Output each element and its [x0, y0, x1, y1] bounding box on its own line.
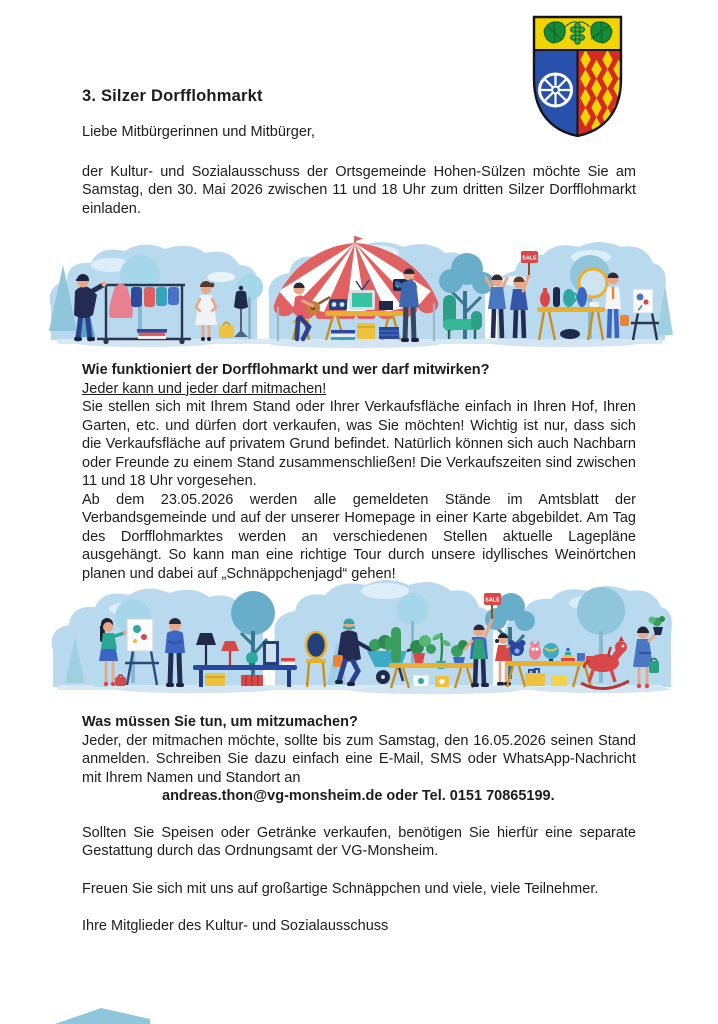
section-how-para1: Sie stellen sich mit Ihrem Stand oder Ihrer Verkaufsfläche einfach in Ihren Hof, Ihren Garten, etc. und dürfen dort verkaufen, was Sie möchten! Wichtig ist nur, dass sich die Verkaufsfläche auf privatem Grund befindet. Natürlich können sich auch Nachbarn oder Freunde zu einem Stand zusammenschließen! Die Verkaufszeiten sind zwischen 11 und 18 Uhr vorgesehen.: [82, 399, 636, 489]
page-title: 3. Silzer Dorfflohmarkt: [82, 87, 263, 105]
section-how-para2: Ab dem 23.05.2026 werden alle gemeldeten Stände im Amtsblatt der Verbandsgemeinde und auf der unserer Homepage in einer Karte abgebildet. Am Tag des Dorfflohmarktes werden an verschiedenen Stellen aktuelle Lagepläne ausgehängt. So kann man eine richtige Tour durch unsere idyllisches Weinörtchen planen und dabei auf „Schnäppchenjagd“ gehen!: [82, 491, 636, 582]
invitation-line: Freuen Sie sich mit uns auf großartige Schnäppchen und viele, viele Teilnehmer.: [82, 880, 599, 897]
flea-market-banner-2-svg: [45, 575, 675, 707]
section-join: [82, 713, 636, 806]
permit-paragraph: Sollten Sie Speisen oder Getränke verkaufen, benötigen Sie hierfür eine separate Gestattung durch das Ordnungsamt der VG-Monsheim.: [82, 824, 636, 859]
crest-wheel: [540, 74, 572, 106]
municipal-coat-of-arms: [527, 13, 628, 141]
closing-line: Ihre Mitglieder des Kultur- und Sozialausschuss: [82, 918, 389, 934]
intro-paragraph: der Kultur- und Sozialausschuss der Ortsgemeinde Hohen-Sülzen möchte Sie am Samstag, den 30. Mai 2026 zwischen 11 und 18 Uhr zum dritten Silzer Dorfflohmarkt einladen.: [82, 163, 636, 217]
crest-grapevine: [544, 22, 612, 44]
sale-sign-text: SALE: [485, 597, 500, 604]
suitcase: [219, 325, 234, 338]
contact-line: andreas.thon@vg-monsheim.de oder Tel. 0151 70865199.: [162, 788, 555, 804]
section-how-heading: Wie funktioniert der Dorfflohmarkt und wer darf mitwirken?: [82, 362, 490, 378]
flea-market-banner-1: [45, 235, 675, 357]
section-join-heading: Was müssen Sie tun, um mitzumachen?: [82, 714, 358, 730]
section-how-subheading: Jeder kann und jeder darf mitmachen!: [82, 380, 327, 397]
flea-market-banner-1-svg: [45, 235, 675, 357]
page-bottom-illustration-edge: [55, 1006, 150, 1024]
cheering-seller: [486, 275, 507, 339]
section-join-para1: Jeder, der mitmachen möchte, sollte bis zum Samstag, den 16.05.2026 seinen Stand anmelden. Schreiben Sie dazu einfach eine E-Mail, SMS oder WhatsApp-Nachricht mit Ihrem Namen und Standort an: [82, 732, 636, 786]
section-how: [82, 361, 636, 583]
sale-sign-text: SALE: [522, 255, 537, 262]
flea-market-banner-2: [45, 575, 675, 707]
salutation: Liebe Mitbürgerinnen und Mitbürger,: [82, 124, 315, 140]
